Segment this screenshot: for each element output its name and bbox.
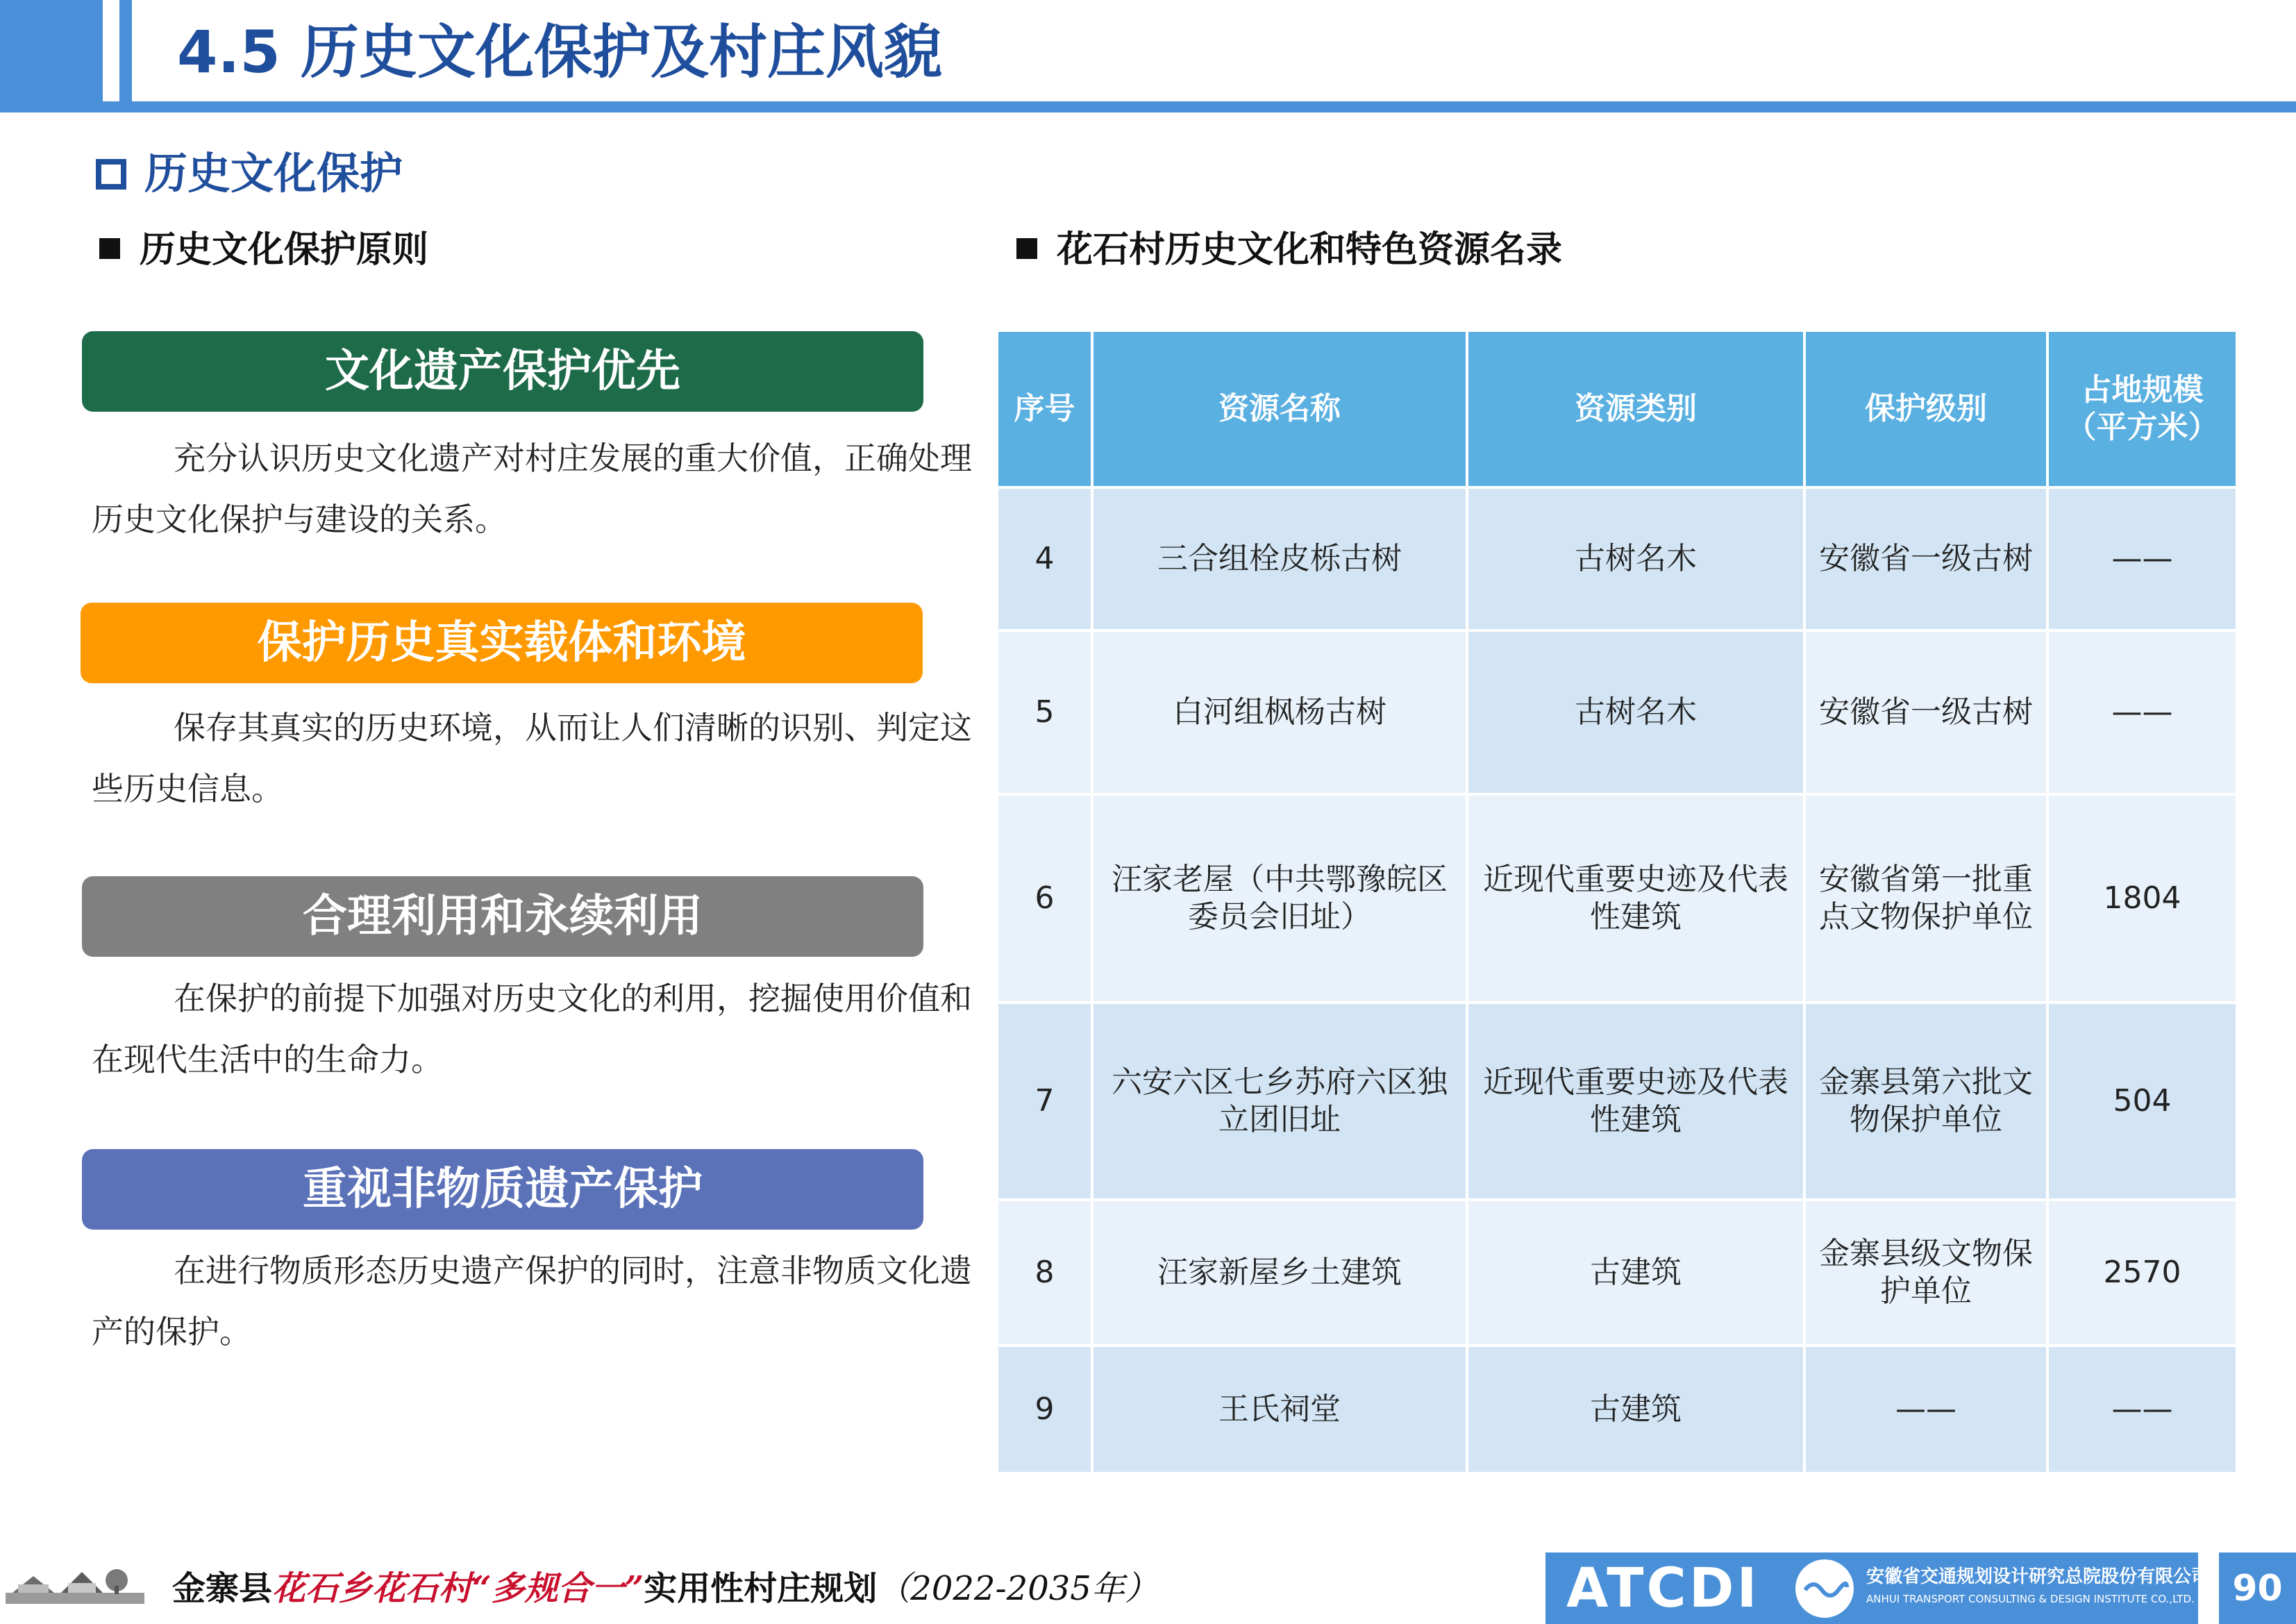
section-title: 历史文化保护 bbox=[96, 142, 403, 205]
principle-title-3: 合理利用和永续利用 bbox=[82, 876, 923, 957]
cell-level: 安徽省一级古树 bbox=[1804, 630, 2047, 794]
company-name-cn: 安徽省交通规划设计研究总院股份有限公司 bbox=[1866, 1566, 2210, 1587]
checkbox-square-icon bbox=[96, 159, 126, 190]
cell-type: 古建筑 bbox=[1467, 1200, 1804, 1346]
cell-area: 2570 bbox=[2047, 1200, 2237, 1346]
cell-no: 4 bbox=[997, 487, 1092, 630]
bullet-square-icon bbox=[99, 238, 120, 259]
cell-type: 古树名木 bbox=[1467, 630, 1804, 794]
cell-area: —— bbox=[2047, 487, 2237, 630]
principle-text-3: 在保护的前提下加强对历史文化的利用，挖掘使用价值和在现代生活中的生命力。 bbox=[92, 980, 972, 1078]
cell-name: 汪家老屋（中共鄂豫皖区委员会旧址） bbox=[1092, 794, 1467, 1003]
cell-level: 安徽省一级古树 bbox=[1804, 487, 2047, 630]
cell-type: 近现代重要史迹及代表性建筑 bbox=[1467, 1003, 1804, 1200]
cell-type: 古树名木 bbox=[1467, 487, 1804, 630]
table-row bbox=[997, 1003, 2237, 1200]
cell-level: 安徽省第一批重点文物保护单位 bbox=[1804, 794, 2047, 1003]
header-accent-bar bbox=[0, 0, 103, 101]
principle-text-4: 在进行物质形态历史遗产保护的同时，注意非物质文化遗产的保护。 bbox=[92, 1252, 972, 1350]
page-number: 90 bbox=[2219, 1552, 2296, 1624]
principle-title-2: 保护历史真实载体和环境 bbox=[81, 603, 923, 683]
page-title: 4.5 历史文化保护及村庄风貌 bbox=[177, 18, 943, 86]
resources-table bbox=[996, 329, 2238, 1475]
cell-no: 8 bbox=[997, 1200, 1092, 1346]
company-logo bbox=[1545, 1552, 2210, 1624]
principle-title-4: 重视非物质遗产保护 bbox=[82, 1149, 923, 1230]
cell-no: 6 bbox=[997, 794, 1092, 1003]
header-accent-stripe bbox=[119, 0, 132, 101]
wave-circle-icon bbox=[1795, 1559, 1854, 1618]
header-no: 序号 bbox=[997, 330, 1092, 487]
resources-subtitle: 花石村历史文化和特色资源名录 bbox=[1016, 222, 1562, 278]
cell-name: 王氏祠堂 bbox=[1092, 1346, 1467, 1473]
cell-area: 504 bbox=[2047, 1003, 2237, 1200]
table-row bbox=[997, 487, 2237, 630]
cell-type: 古建筑 bbox=[1467, 1346, 1804, 1473]
cell-no: 9 bbox=[997, 1346, 1092, 1473]
table-row bbox=[997, 1346, 2237, 1473]
cell-level: —— bbox=[1804, 1346, 2047, 1473]
table-row bbox=[997, 794, 2237, 1003]
cell-no: 5 bbox=[997, 630, 1092, 794]
header-name: 资源名称 bbox=[1092, 330, 1467, 487]
bullet-square-icon bbox=[1016, 238, 1037, 259]
header-divider bbox=[0, 101, 2296, 112]
cell-type: 近现代重要史迹及代表性建筑 bbox=[1467, 794, 1804, 1003]
principle-title-1: 文化遗产保护优先 bbox=[82, 331, 923, 412]
table-row bbox=[997, 1200, 2237, 1346]
cell-name: 三合组栓皮栎古树 bbox=[1092, 487, 1467, 630]
cell-area: —— bbox=[2047, 1346, 2237, 1473]
village-scene-illustration bbox=[6, 1555, 144, 1611]
cell-name: 六安六区七乡苏府六区独立团旧址 bbox=[1092, 1003, 1467, 1200]
principle-text-1: 充分认识历史文化遗产对村庄发展的重大价值，正确处理历史文化保护与建设的关系。 bbox=[92, 440, 972, 538]
header-level: 保护级别 bbox=[1804, 330, 2047, 487]
company-name-en: ANHUI TRANSPORT CONSULTING & DESIGN INSTITUTE CO.,LTD. bbox=[1866, 1593, 2195, 1605]
logo-wordmark: ATCDI bbox=[1566, 1557, 1760, 1620]
cell-level: 金寨县第六批文物保护单位 bbox=[1804, 1003, 2047, 1200]
cell-name: 汪家新屋乡土建筑 bbox=[1092, 1200, 1467, 1346]
principle-text-2: 保存其真实的历史环境，从而让人们清晰的识别、判定这些历史信息。 bbox=[92, 709, 972, 807]
cell-name: 白河组枫杨古树 bbox=[1092, 630, 1467, 794]
cell-area: —— bbox=[2047, 630, 2237, 794]
cell-area: 1804 bbox=[2047, 794, 2237, 1003]
footer-plan-title: 金寨县花石乡花石村“多规合一”实用性村庄规划（2022-2035年） bbox=[172, 1569, 1158, 1608]
cell-level: 金寨县级文物保护单位 bbox=[1804, 1200, 2047, 1346]
table-row bbox=[997, 630, 2237, 794]
wave-icon bbox=[1795, 1559, 1854, 1618]
cell-no: 7 bbox=[997, 1003, 1092, 1200]
table-header-row bbox=[997, 330, 2237, 487]
header-area: 占地规模 （平方米） bbox=[2047, 330, 2237, 487]
principles-subtitle: 历史文化保护原则 bbox=[99, 222, 428, 278]
header-type: 资源类别 bbox=[1467, 330, 1804, 487]
